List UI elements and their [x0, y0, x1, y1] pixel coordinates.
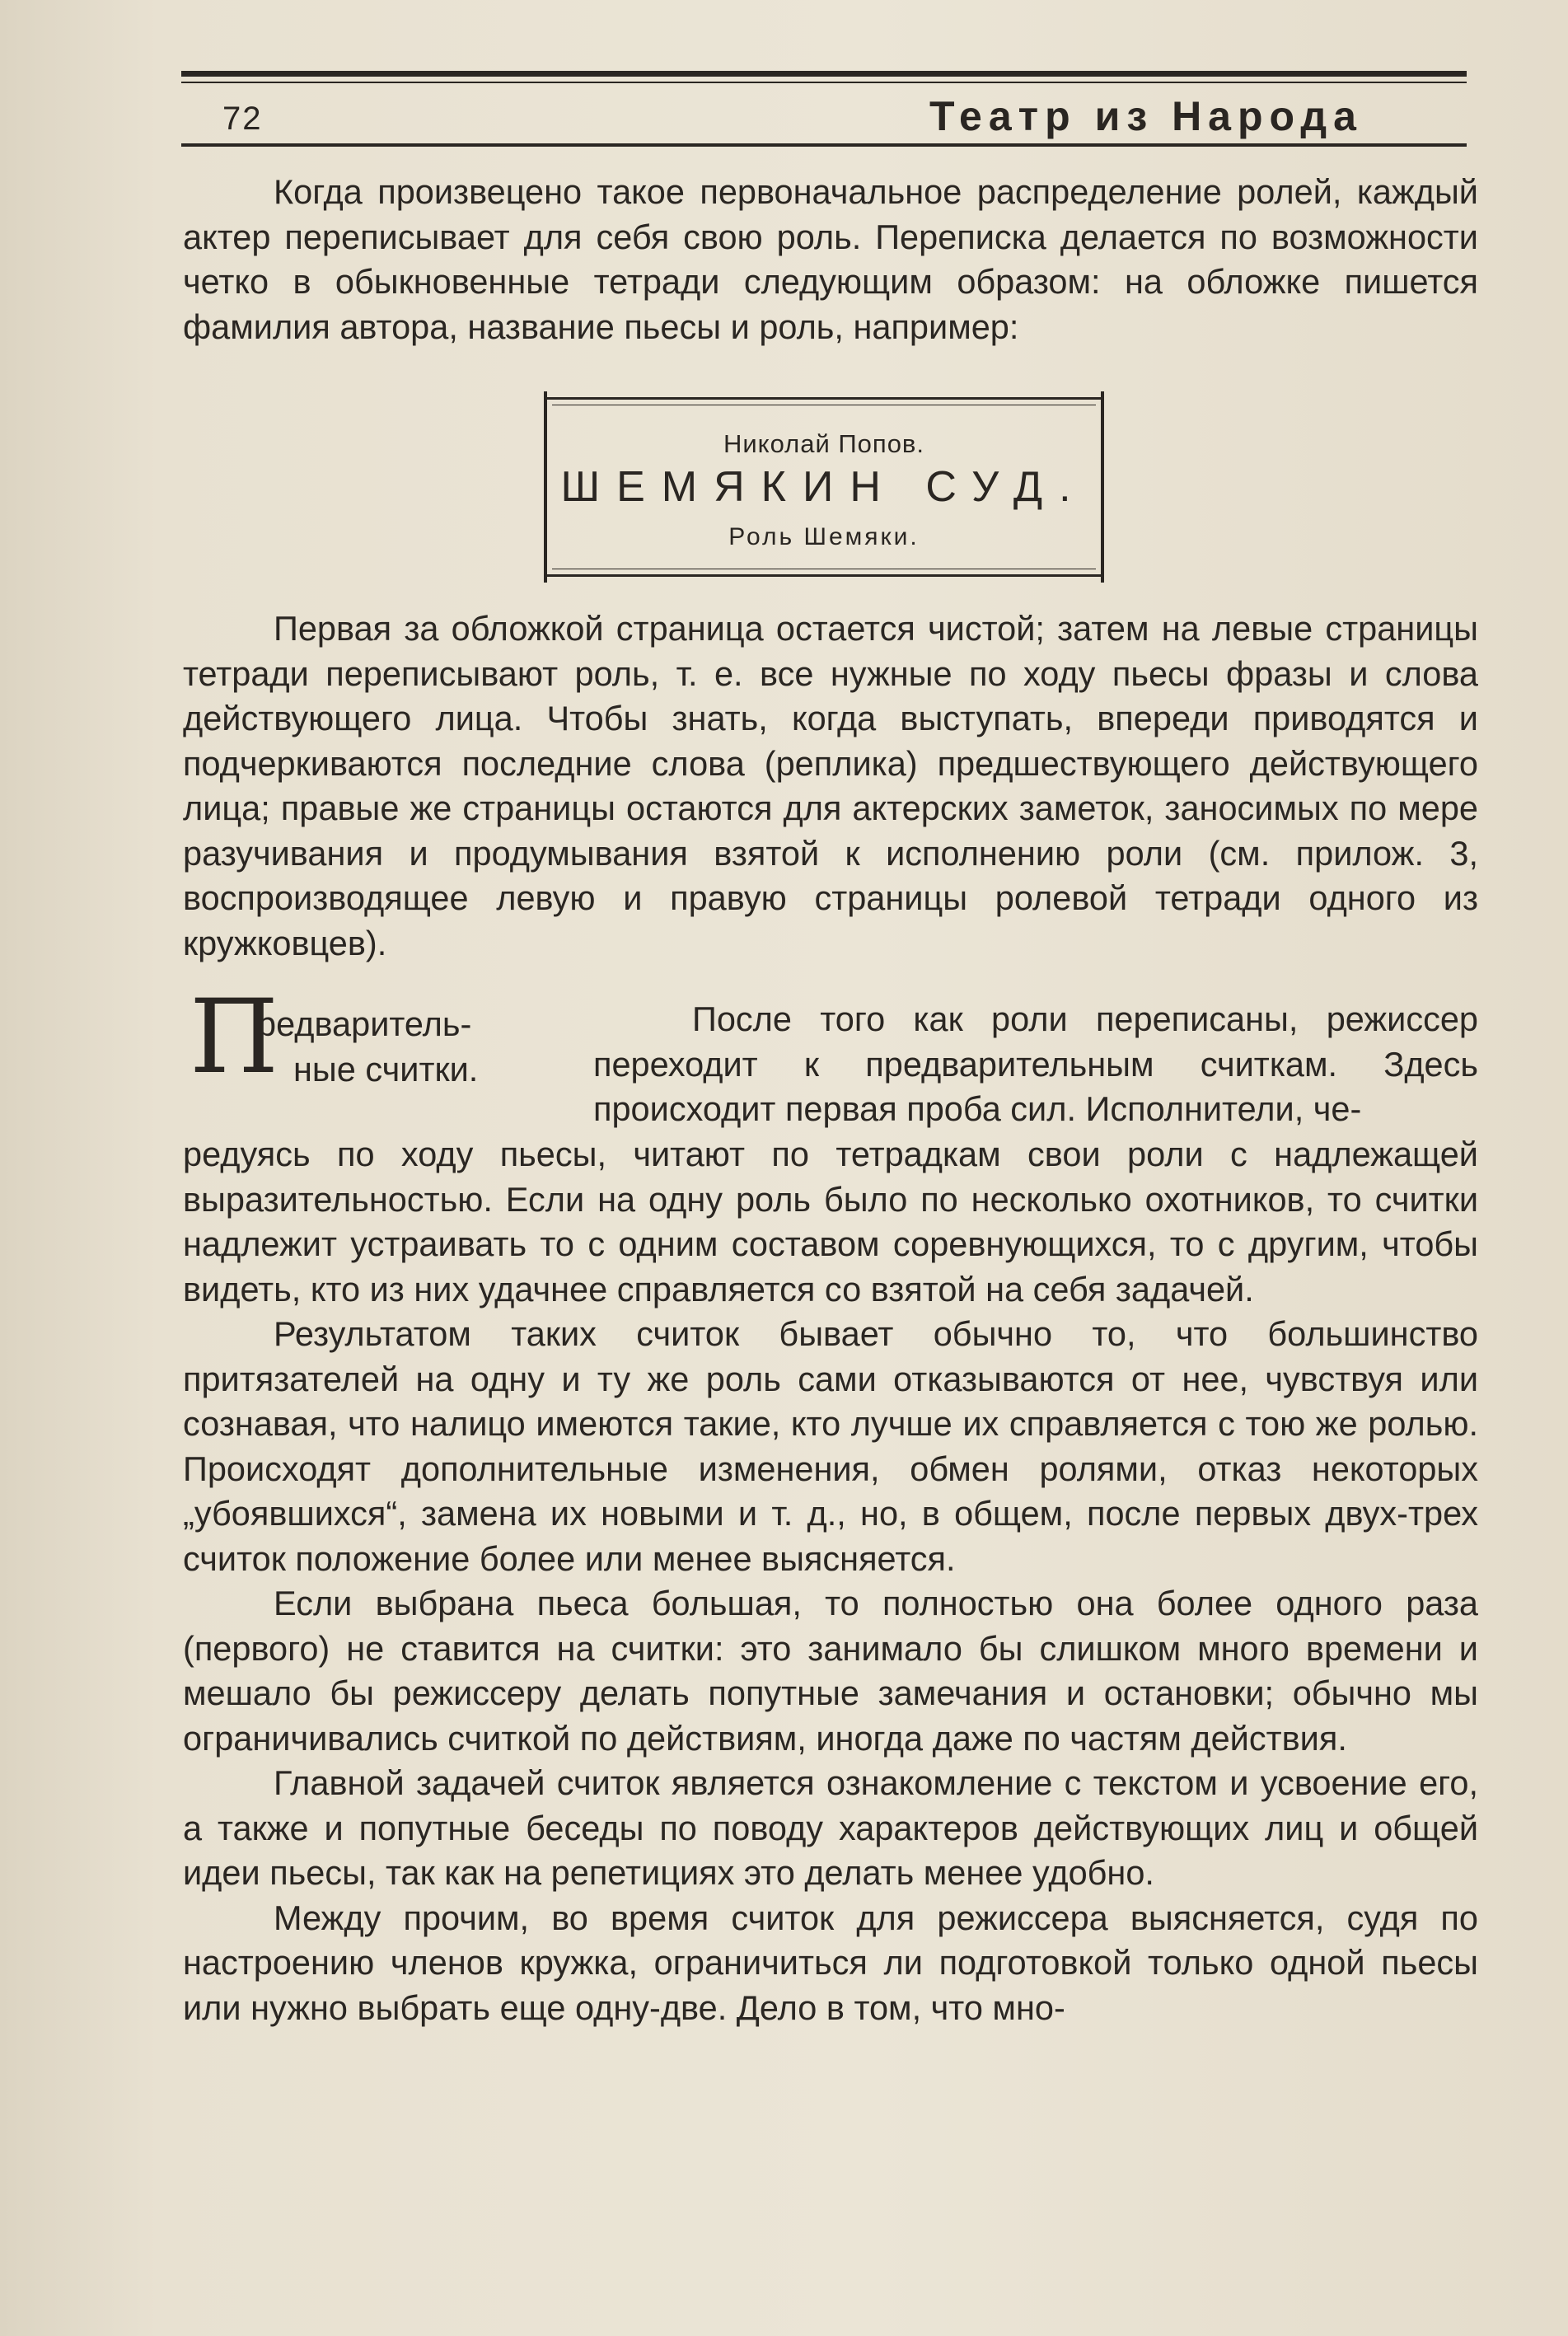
paragraph-7: Между прочим, во время считок для режиссера выясняется, судя по настроению членов кружка, ограничиться ли подготовкой только одной пьесы или нужно выбрать еще одну-две. Дело в том, что мно- [183, 1898, 1478, 2027]
section-heading-text [257, 1001, 478, 1092]
running-title: Театр из Народа [929, 93, 1363, 139]
paragraph-2-block [183, 606, 1478, 966]
paragraph-2: Первая за обложкой страница остается чистой; затем на левые страницы тетради переписывают роль, т. е. все нужные по ходу пьесы фразы и слова действующего лица. Чтобы знать, когда выступать, впереди приводятся и подчеркиваются последние слова (реплика) предшествующего действующего лица; правые же страницы остаются для актерских заметок, заносимых по мере разучивания и продумывания взятой к исполнению роли (см. прилож. 3, воспроизводящее левую и правую страницы ролевой тетради одного из кружковцев). [183, 609, 1478, 962]
section-body-block [183, 1132, 1478, 2030]
paragraph-4: Результатом таких считок бывает обычно то, что большинство притязателей на одну и ту же роль сами отказываются от нее, чувствуя или сознавая, что налицо имеются такие, кто лучше их справляется с тою же ролью. Происходят дополнительные изменения, обмен ролями, отказ некоторых „убоявшихся“, замена их новыми и т. д., но, в общем, после первых двух-трех считок положение более или менее выясняется. [183, 1314, 1478, 1578]
paragraph-5: Если выбрана пьеса большая, то полностью она более одного раза (первого) не ставится на считки: это занимало бы слишком много времени и мешало бы режиссеру делать попутные замечания и остановки; обычно мы ограничивались считкой по действиям, иногда даже по частям действия. [183, 1584, 1478, 1758]
section-continuation: редуясь по ходу пьесы, читают по тетрадкам свои роли с надлежащей выразительностью. Если на одну роль было по несколько охотников, то считки надлежит устраивать то с одним составом соревнующихся, то с другим, чтобы видеть, кто из них удачнее справляется со взятой на себя задачей. [183, 1135, 1478, 1308]
cover-role: Роль Шемяки. [728, 523, 920, 550]
section-first-lines-text: После того как роли переписаны, режиссер переходит к предварительным считкам. Здесь происходит первая проба сил. Исполнители, че- [593, 999, 1478, 1128]
cover-author: Николай Попов. [723, 429, 925, 458]
section-heading-line-1: редваритель- [257, 1004, 472, 1043]
section-first-lines [593, 997, 1478, 1132]
cover-play-title: ШЕМЯКИН СУД. [560, 463, 1088, 511]
section-heading-line-2: ные считки. [293, 1050, 479, 1088]
section-heading [190, 978, 577, 1133]
intro-block [183, 170, 1478, 349]
intro-paragraph: Когда произвецено такое первоначальное распределение ролей, каждый актер переписывает для себя свою роль. Переписка делается по возможности четко в обыкновенные тетради следующим образом: на обложке пишется фамилия автора, название пьесы и роль, например: [183, 172, 1478, 346]
page-number: 72 [222, 101, 263, 137]
header-bottom-rule [181, 143, 1467, 147]
header-top-rule [181, 71, 1467, 77]
cover-example-box [544, 397, 1104, 577]
paragraph-6: Главной задачей считок является ознакомление с текстом и усвоение его, а также и попутные беседы по поводу характеров действующих лиц и общей идеи пьесы, так как на репетициях это делать менее удобно. [183, 1763, 1478, 1892]
header-top-rule-thin [181, 82, 1467, 83]
drop-cap: П [190, 978, 279, 1097]
